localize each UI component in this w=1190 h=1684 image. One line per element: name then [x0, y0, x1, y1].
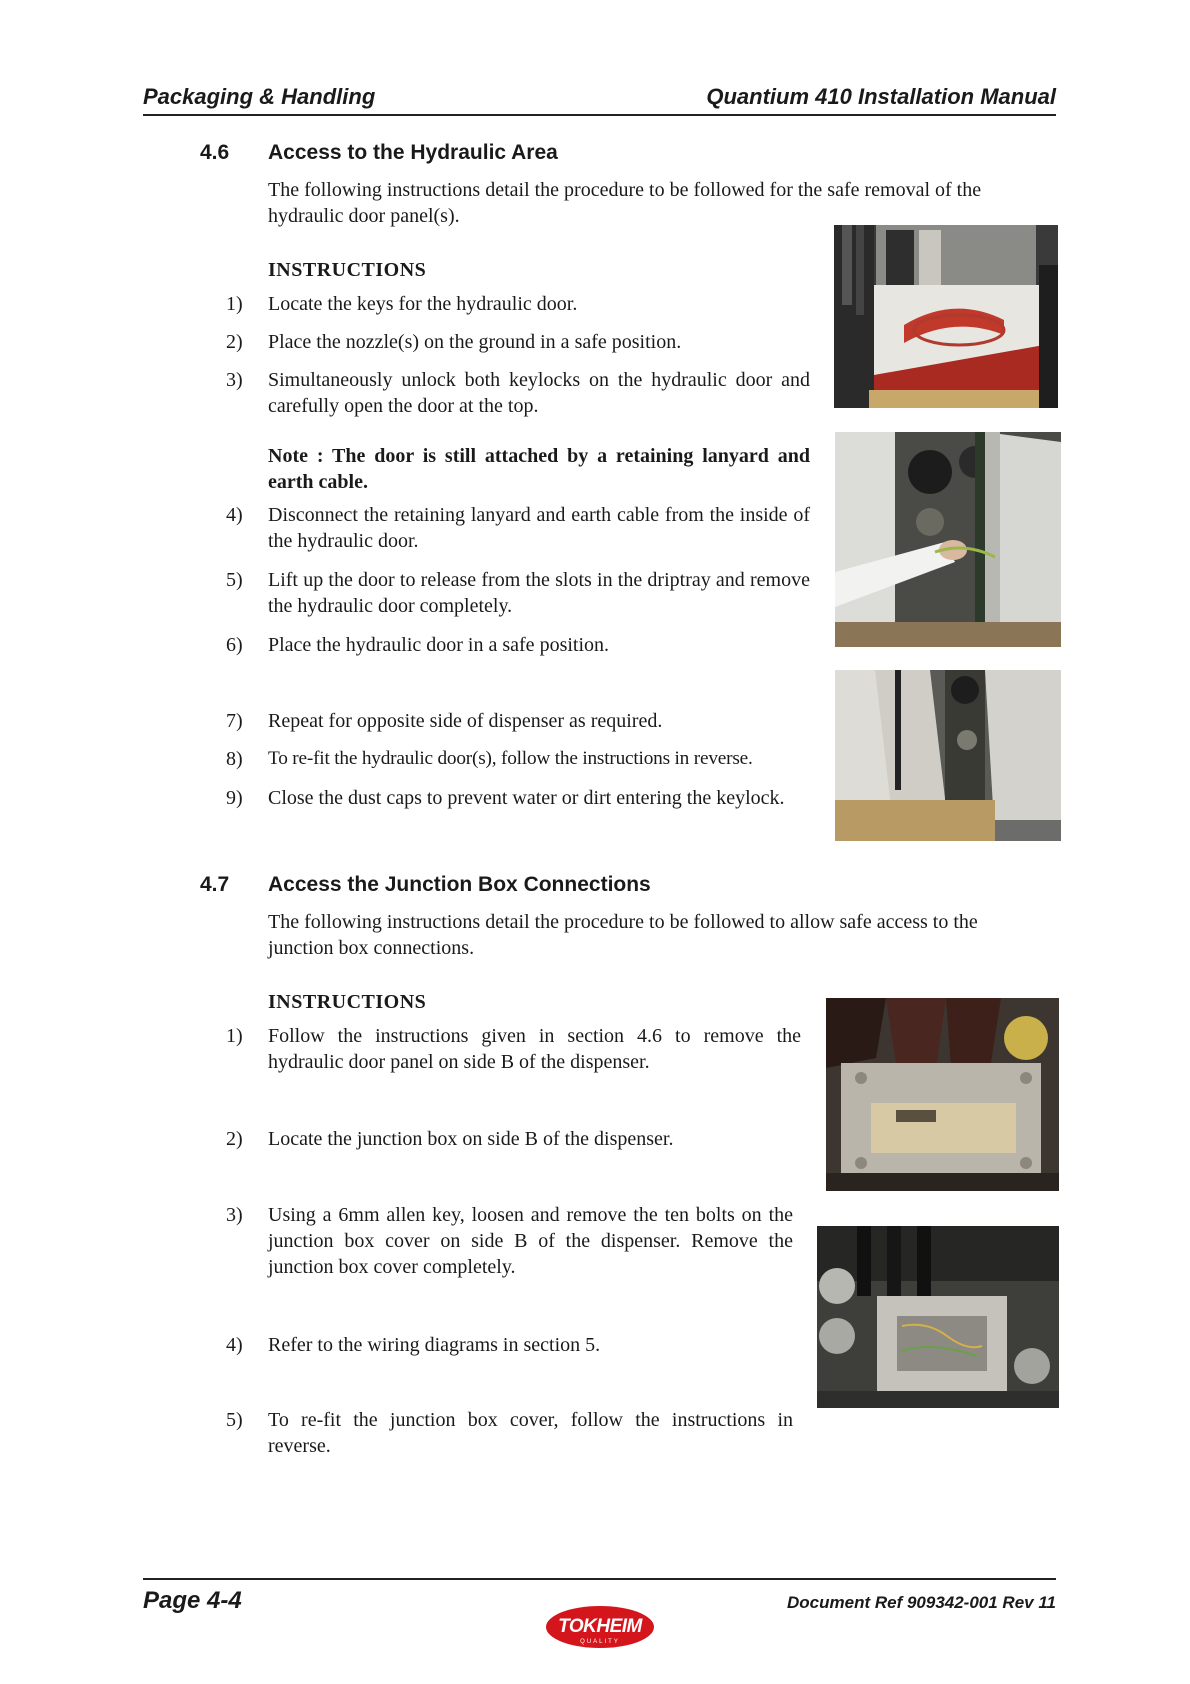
section-number: 4.7 — [200, 873, 230, 896]
intro-line: junction box connections. — [268, 937, 475, 959]
header-rule — [143, 114, 1056, 116]
step-number: 2) — [226, 331, 243, 353]
intro-line: hydraulic door panel(s). — [268, 205, 460, 227]
step-text: Place the hydraulic door in a safe position. — [268, 634, 610, 656]
step-text: Using a 6mm allen key, loosen and remove the ten bolts on the junction box cover on side B of the dispenser. Remove the junction box cover completely. — [268, 1204, 793, 1278]
page-number: Page 4-4 — [143, 1587, 242, 1614]
header-manual-title: Quantium 410 Installation Manual — [706, 84, 1056, 109]
step-text: Refer to the wiring diagrams in section 5. — [268, 1334, 601, 1356]
instructions-heading: INSTRUCTIONS — [268, 991, 427, 1013]
logo-subtext: QUALITY — [580, 1639, 620, 1645]
junction-box-open-photo — [817, 1226, 1059, 1408]
section-number: 4.6 — [200, 141, 230, 164]
section-title: Access the Junction Box Connections — [268, 873, 651, 896]
step-number: 4) — [226, 504, 243, 526]
step-number: 3) — [226, 1204, 243, 1226]
step-number: 6) — [226, 634, 243, 656]
header-section-title: Packaging & Handling — [143, 84, 376, 109]
step-text: Disconnect the retaining lanyard and earth cable from the inside of the hydraulic door. — [268, 504, 810, 552]
step-number: 1) — [226, 1025, 243, 1047]
junction-box-photo — [826, 998, 1059, 1191]
logo-text: TOKHEIM — [558, 1616, 642, 1637]
hydraulic-door-photo — [835, 432, 1061, 647]
step-number: 5) — [226, 569, 243, 591]
step-text: To re-fit the hydraulic door(s), follow the instructions in reverse. — [268, 748, 753, 769]
step-number: 4) — [226, 1334, 243, 1356]
step-text: Follow the instructions given in section 4.6 to remove the hydraulic door panel on side B of the dispenser. — [268, 1025, 801, 1073]
step-text: Locate the keys for the hydraulic door. — [268, 293, 578, 315]
step-text: Lift up the door to release from the slots in the driptray and remove the hydraulic door completely. — [268, 569, 810, 617]
step-number: 8) — [226, 748, 243, 770]
step-number: 3) — [226, 369, 243, 391]
section-title: Access to the Hydraulic Area — [268, 141, 558, 164]
step-text: Locate the junction box on side B of the dispenser. — [268, 1128, 674, 1150]
dispenser-photo — [834, 225, 1058, 408]
document-reference: Document Ref 909342-001 Rev 11 — [787, 1593, 1056, 1612]
step-number: 2) — [226, 1128, 243, 1150]
tokheim-logo — [543, 1603, 657, 1651]
step-number: 1) — [226, 293, 243, 315]
footer-rule — [143, 1578, 1056, 1580]
step-text: Repeat for opposite side of dispenser as required. — [268, 710, 663, 732]
step-text: Simultaneously unlock both keylocks on the hydraulic door and carefully open the door at the top. — [268, 369, 810, 417]
step-number: 7) — [226, 710, 243, 732]
instructions-heading: INSTRUCTIONS — [268, 259, 427, 281]
step-text: To re-fit the junction box cover, follow the instructions in reverse. — [268, 1409, 793, 1457]
intro-line: The following instructions detail the procedure to be followed for the safe removal of the — [268, 179, 982, 201]
door-removed-photo — [835, 670, 1061, 841]
step-number: 9) — [226, 787, 243, 809]
step-text: Place the nozzle(s) on the ground in a safe position. — [268, 331, 682, 353]
intro-line: The following instructions detail the procedure to be followed to allow safe access to the — [268, 911, 978, 933]
step-text: Close the dust caps to prevent water or dirt entering the keylock. — [268, 787, 785, 809]
note-text: Note : The door is still attached by a retaining lanyard and earth cable. — [268, 445, 810, 493]
step-number: 5) — [226, 1409, 243, 1431]
